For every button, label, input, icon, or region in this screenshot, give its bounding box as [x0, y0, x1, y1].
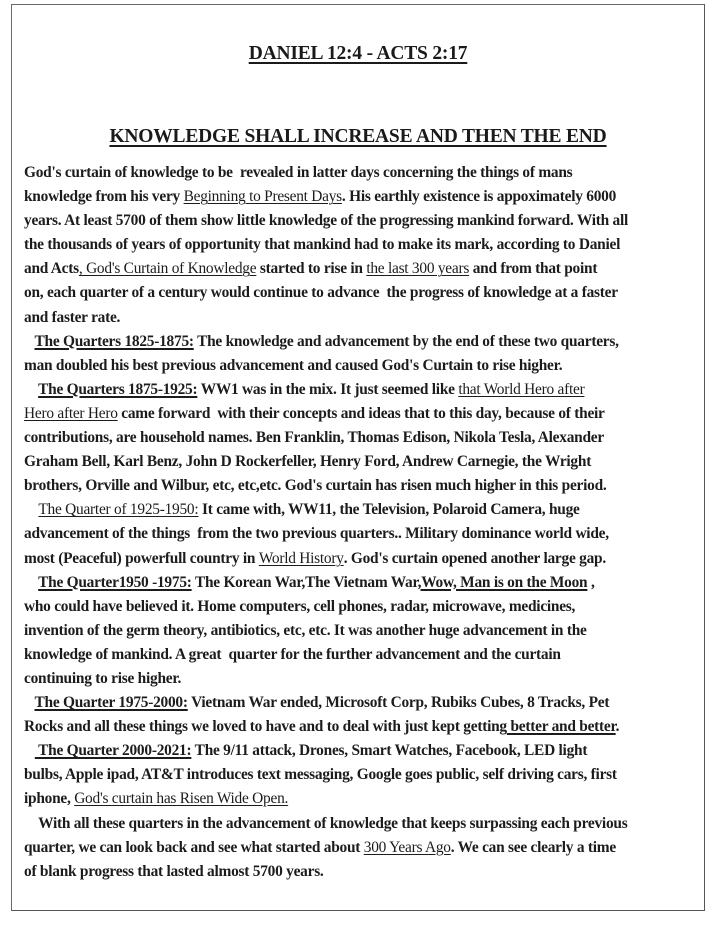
text-segment: years. At least 5700 of them show little knowledge of the progressing mankind forward. With all — [24, 212, 628, 230]
text-segment: iphone, — [24, 790, 75, 808]
text-segment: Graham Bell, Karl Benz, John D Rockerfeller, Henry Ford, Andrew Carnegie, the Wright — [24, 453, 592, 471]
text-segment: Rocks and all these things we loved to have and to deal with just kept getting — [24, 718, 507, 736]
text-segment: invention of the germ theory, antibiotics, etc, etc. It was another huge advancement in the — [24, 621, 587, 639]
text-segment — [24, 501, 38, 518]
text-segment: knowledge from his very — [24, 188, 184, 206]
text-line — [24, 233, 706, 257]
text-segment — [24, 333, 35, 350]
text-segment: who could have believed it. Home computers, cell phones, radar, microwave, medicines, — [24, 597, 576, 615]
underlined-phrase: that World Hero after — [458, 380, 585, 398]
section-heading: The Quarter1950 -1975: — [38, 573, 192, 591]
text-line — [24, 619, 706, 643]
text-segment: and from that point — [469, 260, 598, 278]
underlined-phrase: World History — [258, 549, 344, 567]
scripture-reference-title — [12, 43, 704, 65]
text-segment: The Korean War,The Vietnam War — [191, 573, 418, 591]
underlined-phrase: the last 300 years — [366, 260, 470, 278]
text-segment: bulbs, Apple ipad, AT&T introduces text messaging, Google goes public, self driving cars, first — [24, 766, 617, 784]
section-heading: The Quarters 1875-1925: — [38, 380, 198, 398]
text-line — [24, 354, 706, 378]
text-segment: God's curtain of knowledge to be revealed in latter days concerning the things of mans — [24, 164, 573, 181]
text-line — [24, 330, 706, 354]
text-line — [24, 522, 706, 546]
text-line — [24, 209, 706, 233]
text-line — [24, 860, 706, 884]
text-segment: . We can see clearly a time — [450, 838, 616, 856]
text-segment — [24, 742, 35, 759]
text-segment: With all these quarters in the advancement of knowledge that keeps surpassing each previous — [24, 814, 628, 832]
text-line — [24, 787, 706, 811]
text-segment: the thousands of years of opportunity that mankind had to make its mark, according to Daniel — [24, 236, 621, 254]
text-line — [24, 378, 706, 402]
text-line — [24, 571, 706, 595]
text-line — [24, 739, 706, 763]
text-line — [24, 185, 706, 209]
text-segment — [24, 694, 35, 711]
text-segment: The knowledge and advancement by the end of these two quarters, — [193, 332, 619, 350]
text-segment: contributions, are household names. Ben Franklin, Thomas Edison, Nikola Tesla, Alexander — [24, 429, 604, 447]
underlined-phrase: The Quarter of 1925-1950: — [38, 501, 199, 519]
text-line — [24, 667, 706, 691]
text-line — [24, 715, 706, 739]
underlined-phrase: Hero after Hero — [24, 404, 118, 422]
document-heading-text: KNOWLEDGE SHALL INCREASE AND THEN THE END — [109, 126, 607, 147]
underlined-phrase: 300 Years Ago — [363, 838, 451, 856]
text-line — [24, 836, 706, 860]
text-segment: came forward with their concepts and ideas that to this day, because of their — [117, 404, 605, 422]
underlined-phrase: Beginning to Present Days — [183, 188, 342, 206]
text-segment: . His earthly existence is appoximately 6000 — [341, 188, 617, 206]
text-segment: continuing to rise higher. — [24, 669, 182, 687]
text-segment: and faster rate. — [24, 308, 121, 326]
text-segment: Vietnam War ended, Microsoft Corp, Rubiks Cubes, 8 Tracks, Pet — [187, 694, 610, 712]
text-line — [24, 547, 706, 571]
text-segment: . — [615, 718, 620, 736]
text-line — [24, 812, 706, 836]
text-segment: quarter, we can look back and see what started about — [24, 838, 364, 856]
text-line — [24, 595, 706, 619]
text-line — [24, 498, 706, 522]
text-segment: most (Peaceful) powerfull country in — [24, 549, 259, 567]
text-segment: man doubled his best previous advancement and caused God's Curtain to rise higher. — [24, 356, 563, 374]
document-body — [24, 161, 706, 884]
text-line — [24, 763, 706, 787]
text-segment: brothers, Orville and Wilbur, etc, etc,etc. God's curtain has risen much higher in this period. — [24, 477, 607, 495]
text-segment: advancement of the things from the two previous quarters.. Military dominance world wide, — [24, 525, 609, 543]
text-line — [24, 257, 706, 281]
section-heading: The Quarters 1825-1875: — [34, 332, 194, 350]
scripture-reference-text: DANIEL 12:4 - ACTS 2:17 — [248, 43, 468, 64]
document-page — [11, 4, 705, 911]
text-line — [24, 402, 706, 426]
text-segment: of blank progress that lasted almost 5700 years. — [24, 862, 324, 880]
underlined-phrase: , God's Curtain of Knowledge — [78, 260, 257, 278]
underlined-phrase: God's curtain has Risen Wide Open. — [74, 790, 289, 808]
text-line — [24, 474, 706, 498]
text-segment: , — [587, 573, 595, 591]
text-segment: knowledge of mankind. A great quarter for the further advancement and the curtain — [24, 645, 561, 663]
text-line — [24, 306, 706, 330]
text-segment: WW1 was in the mix. It just seemed like — [197, 380, 459, 398]
section-heading: better and better — [506, 718, 616, 736]
text-segment: It came with, WW11, the Television, Polaroid Camera, huge — [198, 501, 580, 519]
text-line — [24, 643, 706, 667]
text-line — [24, 691, 706, 715]
text-segment: The 9/11 attack, Drones, Smart Watches, Facebook, LED light — [191, 742, 588, 760]
text-segment: . God's curtain opened another large gap. — [343, 549, 606, 567]
section-heading: The Quarter 2000-2021: — [34, 742, 192, 760]
text-line — [24, 450, 706, 474]
text-segment — [24, 574, 38, 591]
section-heading: The Quarter 1975-2000: — [34, 694, 188, 712]
text-segment: started to rise in — [256, 260, 367, 278]
text-segment: and Acts — [24, 260, 79, 278]
text-line — [24, 426, 706, 450]
document-heading — [12, 126, 704, 148]
text-line — [24, 281, 706, 305]
section-heading: ,Wow, Man is on the Moon — [417, 573, 588, 591]
text-segment — [24, 381, 38, 398]
text-segment: on, each quarter of a century would continue to advance the progress of knowledge at a faster — [24, 284, 618, 302]
text-line — [24, 161, 706, 185]
